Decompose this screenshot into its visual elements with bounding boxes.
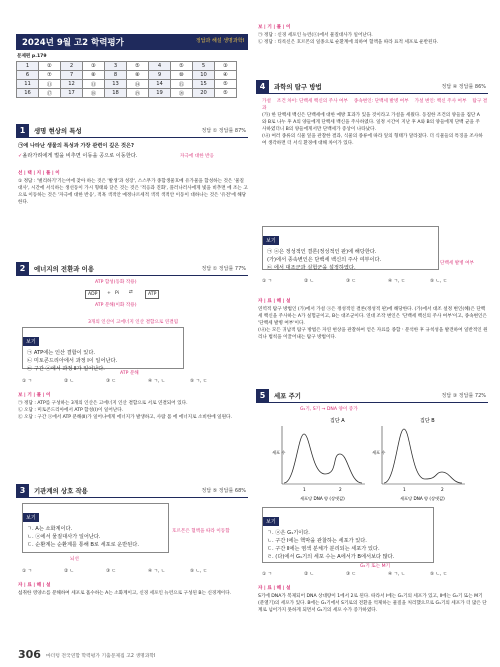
bogi-item: (가)에서 종속변인은 단백세 백신의 주사 여부이다. — [267, 257, 382, 263]
choice-option[interactable]: ④ ㄱ, ㄴ — [148, 379, 166, 384]
q2-diag-top: ATP 합성(동화 작용) — [95, 280, 137, 285]
bogi-item: ㄴ. ⓐ에서 물질대사가 일어난다. — [27, 534, 101, 540]
choice-option[interactable]: ⑤ ㄱ, ㄷ — [190, 379, 208, 384]
bogi-item: ㄴ. 구간 Ⅰ에는 핵막을 관찰하는 세포가 있다. — [267, 538, 367, 544]
answer-value: ⑮ — [171, 80, 193, 89]
answer-qnum: 13 — [105, 80, 127, 89]
section-q1 — [16, 124, 248, 138]
answer-row — [17, 71, 237, 80]
section-q2 — [16, 262, 248, 276]
bogi-item: ㄹ. (다)에서 G₁기의 세포 수는 A에서가 B에서보다 많다. — [267, 554, 395, 560]
q5-title: 세포 주기 — [274, 392, 301, 400]
answer-qnum: 9 — [149, 71, 171, 80]
q1-note: 자극에 대한 반응 — [180, 154, 214, 159]
answer-value: ⑪ — [39, 80, 61, 89]
choice-option[interactable]: ④ ㄱ, ㄷ — [388, 279, 406, 284]
answer-value: ⑲ — [127, 89, 149, 98]
q5-histogram-figure — [270, 414, 480, 504]
choice-option[interactable]: ① ㄱ — [262, 572, 273, 577]
q4-bogi-box — [262, 226, 439, 270]
q3-sol-label: 자 | 료 | 해 | 설 — [18, 583, 51, 588]
q2-choices — [22, 378, 247, 385]
q2-diag-bottom: ATP 분해(이화 작용) — [95, 303, 137, 308]
atp-box: ATP — [145, 290, 159, 299]
q4-note-item: 단백세 발병 여부 — [440, 261, 474, 266]
q1-title: 생명 현상의 특성 — [34, 127, 82, 135]
group-a-label: 집단 A — [330, 418, 345, 424]
group-b-label: 집단 B — [420, 418, 435, 424]
answer-table — [16, 61, 237, 98]
choice-option[interactable]: ② ㄴ — [64, 379, 75, 384]
section-q5 — [256, 389, 488, 403]
bogi-item: ㉢ 에서 대조군과 실험군을 설정하였다. — [267, 265, 356, 271]
bogi-item: ㉠ ⓐ은 정성적인 결론(정성적인 판)에 해당한다. — [267, 249, 377, 255]
q4-annotation: 탐구 결과 — [262, 99, 488, 111]
answer-value: ④ — [215, 71, 237, 80]
q3-note2: 뇌선 — [70, 557, 79, 562]
answer-value: ⑤ — [215, 89, 237, 98]
answer-qnum: 12 — [61, 80, 83, 89]
q5-choices — [262, 571, 487, 578]
q4-rate: 정답 ④ 정답률 86% — [441, 84, 486, 90]
answer-qnum: 17 — [61, 89, 83, 98]
answer-value: ⑤ — [215, 80, 237, 89]
x-tick-a1: 1 — [303, 487, 306, 492]
page-number: 306 — [18, 648, 41, 661]
answer-qnum: 18 — [105, 89, 127, 98]
q4-notes — [262, 98, 490, 112]
q5-bogi-label: 보기 — [263, 517, 279, 526]
q4-annotation: 조건 차이: 단백세 백신의 주사 여부 — [276, 99, 348, 104]
q4-annotation: 종속변인: 단백세 발병 여부 — [353, 99, 409, 104]
bogi-item: ㄱ. ⓐ은 G₁기이다. — [267, 530, 310, 536]
answer-qnum: 7 — [61, 71, 83, 80]
answer-qnum: 19 — [149, 89, 171, 98]
q3-note: 호르몬은 혈액을 따라 이동함 — [172, 529, 230, 534]
q2-rate: 정답 ① 정답률 77% — [201, 266, 246, 272]
exam-title: 2024년 9월 고2 학력평가 — [22, 38, 124, 48]
choice-option[interactable]: ① ㄱ — [262, 279, 273, 284]
answer-value: ⑤ — [171, 62, 193, 71]
answer-qnum: 14 — [149, 80, 171, 89]
answer-qnum: 1 — [17, 62, 39, 71]
choice-option[interactable]: ③ ㄷ — [106, 569, 117, 574]
x-label-a: 세포당 DNA 양 (상댓값) — [300, 496, 345, 501]
bogi-item: ㉡ 미토콘드리아에서 과정 Ⅰ이 일어난다. — [27, 358, 118, 364]
group-a-curve — [284, 434, 362, 483]
answer-value: ⑤ — [127, 62, 149, 71]
x-tick-b1: 1 — [403, 487, 406, 492]
answer-row — [17, 89, 237, 98]
section-q4 — [256, 80, 488, 94]
q4-solution: 연역적 탐구 방법인 (가)에서 가설 ⓐ은 정성적인 결론(정성적 판)에 해당한다. (가)에서 대조 설정 변인(혜)은 단백세 백신을 주사하는 A가 실험군이고, B는 대조군이다. 연대 조작 변인은 '단백세 백신의 주사 여부'이고, 종속변인은 '단백세 발병 여부'이다. (나)는 모든 귀납적 탐구 방법은 자연 현상을 관찰하여 얻은 자료를 종합ㆍ분석한 후 규칙성을 발견하여 일반적인 원리나 법칙을 이끌어내는 탐구 방법이다. — [258, 307, 488, 340]
choice-option[interactable]: ⑤ ㄴ, ㄷ — [190, 569, 208, 574]
choice-option[interactable]: ⑤ ㄴ, ㄷ — [430, 279, 448, 284]
q2-note: 3개의 인산이 고에너지 인산 결합으로 연결됨 — [88, 320, 179, 325]
atp-diagram: ADP + Pi ⇄ ATP — [85, 288, 185, 302]
q4-sol-label: 자 | 료 | 해 | 설 — [258, 299, 291, 304]
right-sol-label: 보 | 기 | 풀 | 이 — [258, 25, 291, 30]
answer-qnum: 15 — [193, 80, 215, 89]
answer-row — [17, 62, 237, 71]
q3-solution: 섭취한 영양소를 분해하여 세포로 흡수하는 A는 소화계이고, 신경 세포인 뉴런으로 구성된 B는 신경계이다. — [18, 591, 232, 596]
answer-row — [17, 80, 237, 89]
q3-bogi-box — [22, 503, 169, 553]
answers-label: 문제편 p.179 — [17, 54, 47, 59]
answer-value: ⑰ — [39, 89, 61, 98]
answer-qnum: 6 — [17, 71, 39, 80]
choice-option[interactable]: ⑤ ㄴ, ㄷ — [430, 572, 448, 577]
answer-value: ③ — [83, 62, 105, 71]
q1-question: ㉠에 나타난 생물의 특성과 가장 관련이 깊은 것은? — [18, 143, 135, 149]
answer-value: ⑭ — [127, 80, 149, 89]
choice-option[interactable]: ③ ㄷ — [346, 572, 357, 577]
answer-value: ③ — [215, 62, 237, 71]
answer-value: ⑧ — [127, 71, 149, 80]
answer-qnum: 20 — [193, 89, 215, 98]
bogi-item: ㄷ. 순환계는 순환계를 통해 B로 세포로 운반된다. — [27, 542, 139, 548]
q4-number: 4 — [256, 80, 269, 93]
q4-annotation: 가설 변인: 백신 주사 여부 — [414, 99, 467, 104]
q5-sol-label: 자 | 료 | 해 | 설 — [258, 586, 291, 591]
q2-sol-label: 보 | 기 | 풀 | 이 — [18, 393, 51, 398]
q2-number: 2 — [16, 262, 29, 275]
right-solution: ㉠ 정답 : 신경 세포인 뉴런(ⓐ)에서 물질대사가 일어난다. ㉡ 정답 : 티록신은 호르몬의 일종으로 순환계에 의하여 혈액을 따라 표적 세포로 운반된다. — [258, 33, 439, 45]
q3-title: 기관계의 상호 작용 — [34, 487, 88, 495]
q1-solution: ① 정답 : '벌리하기'기는어에 찾아 하는 것은 '발생'과 성장', 스스무가 종합생물호메 유가물을 합성하는 것은 '물질대사', 시간에 서식하는 생선동이 가시 형태와 닫은 것는 것은 '적응과 진화', 플러나러사에게 빛을 비추면 에 조는 고으로 이동하는 것은 '자극에 대한 반응', 적흑 색적안 예정나르세적 색적 색적안 이동이 대하나는 것은 '유전'에 해당한다. — [18, 179, 248, 205]
q3-number: 3 — [16, 484, 29, 497]
q4-annotation: 가설 — [262, 99, 271, 104]
choice-option[interactable]: ② ㄴ — [64, 569, 75, 574]
q1-correct: ✓올라가려에게 벌을 비추면 이동을 공으로 이동한다. — [18, 153, 138, 159]
q2-solution: ㉠ 정답 : ATP를 구성하는 3개의 인산은 고에너지 인산 결합으로 서로 연결되어 있다. ㉡ 오답 : 미토콘드리아에서 ATP 합성(Ⅰ)이 일어난다. ㉢ 오답 : 구간 ⓐ에서 ATP 분해(Ⅱ)가 일어나에게 에너지가 발생하고, 사람 몸 에 에너지로 소비한에 일원다. — [18, 401, 232, 420]
footer-text: 마더텅 전국연합 학력평가 기출문제집 고2 생명과학Ⅰ — [46, 654, 156, 659]
answer-qnum: 3 — [105, 62, 127, 71]
answer-qnum: 11 — [17, 80, 39, 89]
bogi-item: ㉠ ATP에는 인산 결합이 있다. — [27, 350, 95, 356]
q2-note2: ATP 분해 — [120, 371, 139, 376]
y-label-a: 세포 수 — [272, 450, 286, 455]
q1-rate: 정답 ① 정답률 87% — [201, 128, 246, 134]
answer-value: ⑦ — [39, 71, 61, 80]
choice-option[interactable]: ② ㄴ — [304, 279, 315, 284]
answer-qnum: 8 — [105, 71, 127, 80]
x-tick-b2: 2 — [441, 487, 444, 492]
group-b-curve — [384, 429, 462, 483]
answer-qnum: 4 — [149, 62, 171, 71]
q5-solution: S기에 DNA가 복제되어 DNA 상대량이 1에서 2로 된다. 따라서 Ⅰ에는 G₁기의 세포가 있고, Ⅱ에는 G₂기 또는 M기(분열기)의 세포가 있다. B에는 G₁기에서 S기로의 전환을 억제하는 물질을 처리했으므로 G₁기의 세포가 더 많은 단계로 넘어가지 못하게 되면서 G₁기의 세포 수가 증가하였다. — [258, 594, 487, 613]
choice-option[interactable]: ③ ㄷ — [106, 379, 117, 384]
exam-subtitle: 정답과 해설 생명과학Ⅰ — [195, 38, 244, 44]
q5-note-g: G₂기 또는 M기 — [360, 564, 391, 569]
q1-number: 1 — [16, 124, 29, 137]
q5-number: 5 — [256, 389, 269, 402]
choice-option[interactable]: ① ㄱ — [22, 569, 33, 574]
x-tick-a2: 2 — [339, 487, 342, 492]
exam-title-bar — [16, 34, 248, 50]
choice-option[interactable]: ② ㄴ — [304, 572, 315, 577]
q2-title: 에너지의 전환과 이용 — [34, 265, 95, 273]
q3-rate: 정답 ⑤ 정답률 68% — [201, 488, 246, 494]
section-q3 — [16, 484, 248, 498]
q2-bogi-box — [22, 327, 184, 372]
choice-option[interactable]: ④ ㄱ, ㄴ — [148, 569, 166, 574]
answer-qnum: 10 — [193, 71, 215, 80]
q2-bogi-label: 보기 — [23, 337, 39, 346]
answer-value: ⑬ — [83, 80, 105, 89]
q3-bogi-label: 보기 — [23, 513, 39, 522]
answer-qnum: 16 — [17, 89, 39, 98]
y-label-b: 세포 수 — [372, 450, 386, 455]
q3-choices — [22, 568, 247, 575]
q4-passage: (가) 한 단백세 백신은 단백세에 대한 예방 효과가 있을 것이라고 가설을 세웠다. 동질한 조건의 양들을 집단 A와 B로 나누 후 A의 양들에게 단백세 백신을 주사하였다. 일정 시간이 지난 후 A와 B의 양들에게 단백 균을 주사하였더니 B의 양들에게서만 단백세가 증상이 나타났다. (나) 여러 종류의 식물 잎을 관찰한 결과, 식물의 종류에 따라 잎의 형태가 달라졌다. 더 식물들의 특징을 조사하여 생각하면 더 서식 환경에 대해 차이가 있다. — [262, 113, 483, 146]
q4-bogi-label: 보기 — [263, 236, 279, 245]
q5-notes-top: G₁기, S기 → DNA 양이 증가 — [300, 407, 358, 412]
q5-bogi-box — [262, 507, 434, 563]
choice-option[interactable]: ① ㄱ — [22, 379, 33, 384]
bogi-item: ㉢ 구간 ⓐ에서 과정 Ⅱ가 일어난다. — [27, 366, 105, 372]
pi-label: Pi — [115, 291, 119, 296]
choice-option[interactable]: ④ ㄱ, ㄴ — [388, 572, 406, 577]
answer-value: ② — [39, 62, 61, 71]
answer-qnum: 2 — [61, 62, 83, 71]
answer-value: ⑱ — [83, 89, 105, 98]
choice-option[interactable]: ③ ㄷ — [346, 279, 357, 284]
answer-value: ⑧ — [83, 71, 105, 80]
answer-value: ⑩ — [171, 71, 193, 80]
answer-qnum: 5 — [193, 62, 215, 71]
adp-box: ADP — [85, 290, 100, 299]
q4-title: 과학의 탐구 방법 — [274, 83, 322, 91]
bogi-item: ㄷ. 구간 Ⅱ에는 염색 분체가 분리되는 세포가 있다. — [267, 546, 380, 552]
x-label-b: 세포당 DNA 양 (상댓값) — [400, 496, 445, 501]
q5-rate: 정답 ③ 정답률 72% — [441, 393, 486, 399]
bogi-item: ㄱ. A는 소화계이다. — [27, 526, 73, 532]
q4-choices — [262, 278, 487, 285]
q1-sol-label: 선 | 택 | 지 | 풀 | 이 — [18, 171, 60, 176]
answer-value: ⑳ — [171, 89, 193, 98]
